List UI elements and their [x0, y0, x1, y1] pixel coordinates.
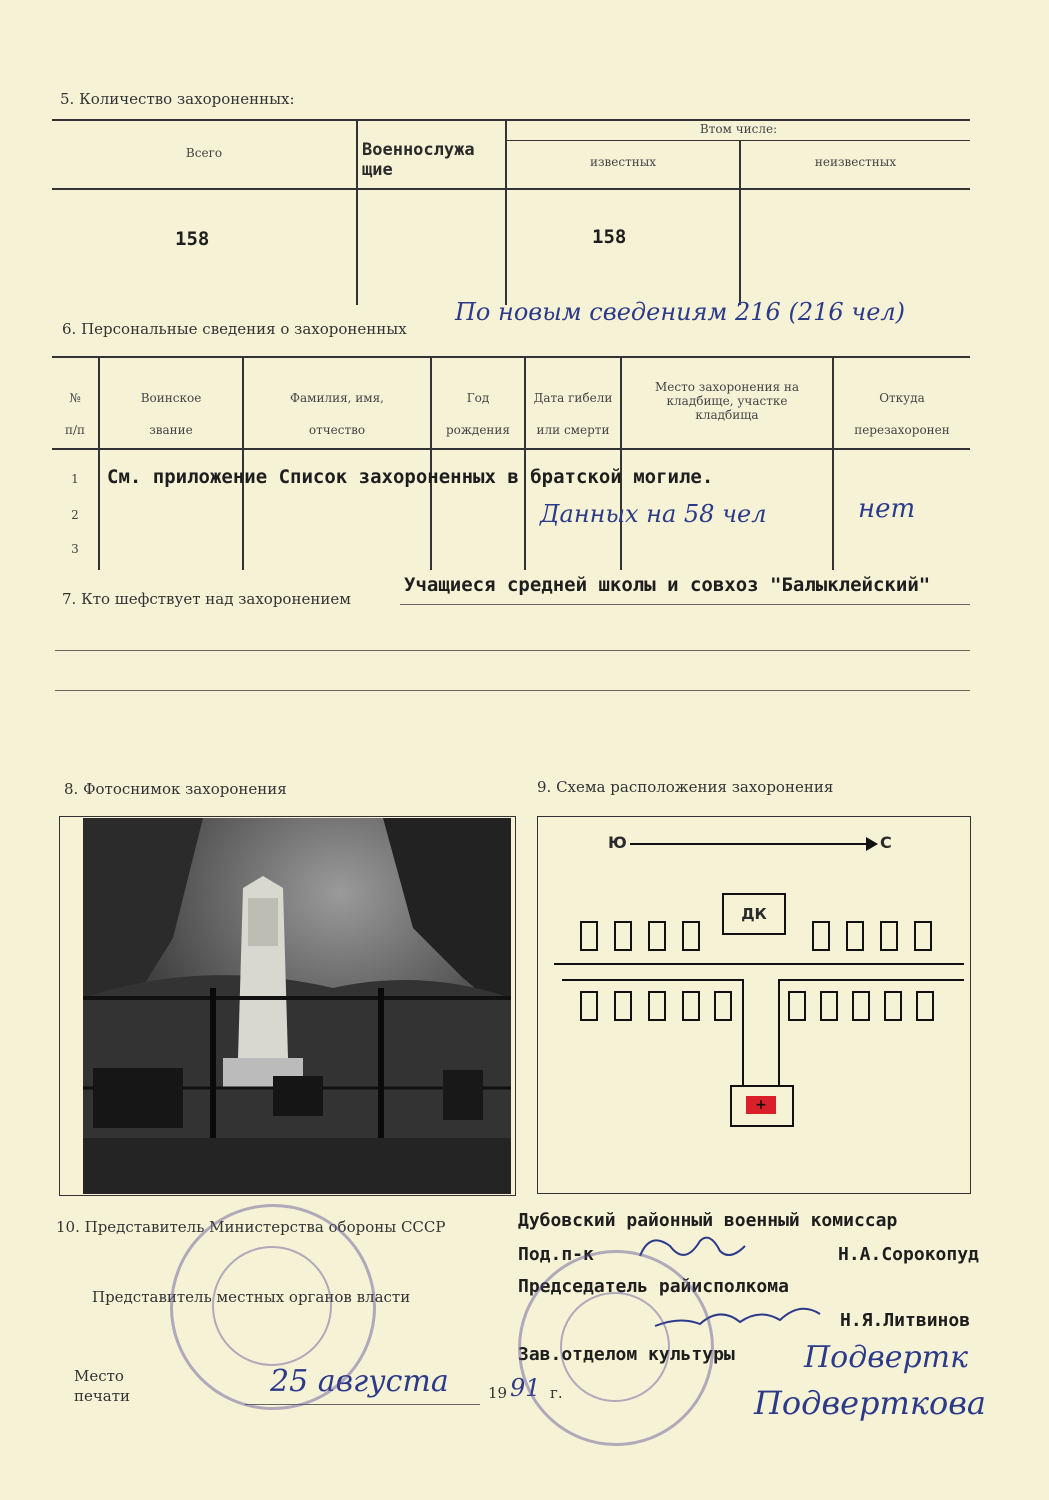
culture-head-title: Зав.отделом культуры: [518, 1344, 735, 1365]
local-authority-rep: Представитель местных органов власти: [92, 1288, 411, 1306]
col-including-header: Втом числе:: [699, 122, 778, 136]
grave-site: [730, 1085, 794, 1127]
patron-value: Учащиеся средней школы и совхоз "Балыклейский": [404, 574, 931, 596]
header-birth-year: Год рождения: [445, 391, 510, 437]
date-handwritten: 25 августа: [270, 1364, 449, 1399]
stamp-place-label: Место печати: [74, 1367, 131, 1405]
commissar-rank: Под.п-к: [518, 1244, 594, 1265]
handwritten-none: нет: [858, 494, 916, 524]
section9-title: 9. Схема расположения захоронения: [537, 778, 834, 796]
section10-title: 10. Представитель Министерства обороны СССР: [56, 1218, 446, 1236]
location-scheme: [537, 816, 971, 1194]
grave-marker-icon: +: [746, 1096, 776, 1114]
header-death-date: Дата гибели или смерти: [533, 391, 613, 437]
header-rank: Воинское звание: [140, 391, 202, 437]
typed-appendix-note: См. приложение Список захороненных в братской могиле.: [107, 466, 714, 488]
culture-signature: Подвертк: [804, 1340, 969, 1375]
south-label: Ю: [608, 833, 627, 852]
north-label: С: [880, 833, 892, 852]
row-num-2: 2: [71, 508, 79, 522]
memorial-photo-illustration: [83, 818, 511, 1194]
header-num: № п/п: [64, 391, 86, 437]
arrow-head-icon: [866, 837, 878, 851]
commissar-title: Дубовский районный военный комиссар: [518, 1210, 898, 1231]
col-servicemen-header: Военнослужа щие: [362, 140, 475, 180]
total-value: 158: [175, 228, 210, 250]
col-known-header: известных: [589, 155, 657, 169]
section8-title: 8. Фотоснимок захоронения: [64, 780, 287, 798]
date-year-prefix: 19: [488, 1384, 508, 1402]
known-value: 158: [592, 226, 627, 248]
side-road: [742, 979, 744, 1087]
col-total-header: Всего: [185, 146, 223, 160]
main-road: [554, 963, 964, 965]
row-num-1: 1: [71, 472, 79, 486]
house-of-culture: ДК: [722, 893, 786, 935]
burial-photo: [83, 818, 511, 1194]
header-burial-place: Место захоронения на кладбище, участке кладбища: [654, 380, 800, 422]
header-reburied-from: Откуда перезахоронен: [854, 391, 950, 437]
header-name: Фамилия, имя, отчество: [290, 391, 384, 437]
section5-title: 5. Количество захороненных:: [60, 90, 295, 108]
date-suffix: г.: [550, 1384, 563, 1402]
direction-arrow: [630, 843, 870, 845]
chairman-title: Председатель райисполкома: [518, 1276, 789, 1297]
culture-signature-name: Подверткова: [754, 1384, 986, 1422]
section7-title: 7. Кто шефствует над захоронением: [62, 590, 351, 608]
col-unknown-header: неизвестных: [814, 155, 897, 169]
handwritten-new-info: По новым сведениям 216 (216 чел): [455, 298, 906, 326]
commissar-name: Н.А.Сорокопуд: [838, 1244, 979, 1265]
handwritten-data-count: Данных на 58 чел: [540, 500, 767, 528]
chairman-name: Н.Я.Литвинов: [840, 1310, 971, 1331]
row-num-3: 3: [71, 542, 79, 556]
section6-title: 6. Персональные сведения о захороненных: [62, 320, 407, 338]
date-year-hand: 91: [510, 1374, 541, 1402]
